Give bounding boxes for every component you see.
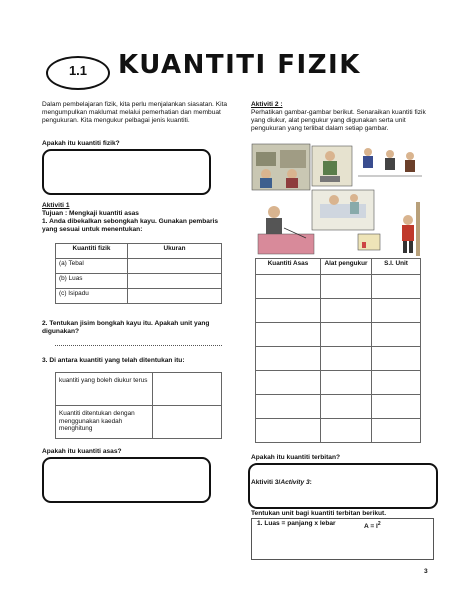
table-cell-input[interactable] [128, 289, 222, 304]
table-cell-input[interactable] [128, 274, 222, 289]
activity3-label: Aktiviti 3/Activity 3: [251, 479, 312, 486]
question-derived-quantity: Apakah itu kuantiti terbitan? [251, 454, 341, 461]
activity1-table [55, 243, 222, 304]
table-header-measurement: Ukuran [128, 244, 222, 259]
table-row-direct: kuantiti yang boleh diukur terus [56, 373, 153, 406]
activity2-table [255, 258, 421, 443]
table-cell-input[interactable] [321, 419, 372, 443]
table-cell-input[interactable] [321, 395, 372, 419]
table-header-instrument: Alat pengukur [321, 259, 372, 275]
table-row-calculated: Kuantiti ditentukan dengan menggunakan kaedah menghitung [56, 406, 153, 439]
table-cell-input[interactable] [256, 275, 321, 299]
activity1-step3: 3. Di antara kuantiti yang telah ditentukan itu: [42, 357, 185, 364]
activity2-title: Aktiviti 2 : [251, 101, 283, 108]
units-item-area: 1. Luas = panjang x lebar [257, 520, 336, 527]
table-cell-input[interactable] [372, 299, 421, 323]
table-header-quantity: Kuantiti fizik [56, 244, 128, 259]
table-header-si-unit: S.I. Unit [372, 259, 421, 275]
table-cell-input[interactable] [372, 347, 421, 371]
question-base-quantity: Apakah itu kuantiti asas? [42, 448, 122, 455]
table-cell-input[interactable] [256, 395, 321, 419]
table-cell-input[interactable] [372, 275, 421, 299]
table-cell-input[interactable] [256, 323, 321, 347]
table-cell-input[interactable] [321, 371, 372, 395]
chapter-number: 1.1 [68, 63, 88, 78]
table-cell-input[interactable] [321, 299, 372, 323]
answer-box-physical-quantity[interactable] [42, 149, 211, 195]
activity1-step1: 1. Anda dibekalkan sebongkah kayu. Gunakan pembaris yang sesuai untuk menentukan: [42, 218, 219, 233]
intro-paragraph: Dalam pembelajaran fizik, kita perlu menjalankan siasatan. Kita mengumpulkan maklumat melalui pemerhatian dan membuat pengukuran. Kita mengukur pelbagai jenis kuantiti. [42, 101, 228, 124]
formula-area: $A = l^2$ [364, 521, 381, 531]
activity1-step2: 2. Tentukan jisim bongkah kayu itu. Apakah unit yang digunakan? [42, 320, 210, 335]
table-cell-input[interactable] [256, 347, 321, 371]
table-cell-input[interactable] [128, 259, 222, 274]
table-row-thickness: (a) Tebal [56, 259, 128, 274]
answer-box-base-quantity[interactable] [42, 457, 211, 503]
page-title: KUANTITI FIZIK [118, 50, 361, 80]
table-cell-input[interactable] [256, 419, 321, 443]
table-cell-input[interactable] [153, 373, 222, 406]
table-cell-input[interactable] [372, 323, 421, 347]
page-number: 3 [424, 568, 428, 575]
measurement-illustration [250, 142, 426, 260]
table-cell-input[interactable] [372, 371, 421, 395]
table-header-base-quantity: Kuantiti Asas [256, 259, 321, 275]
table-cell-input[interactable] [321, 323, 372, 347]
table-cell-input[interactable] [321, 347, 372, 371]
answer-line[interactable] [55, 345, 222, 346]
activity1-title: Aktiviti 1 [42, 202, 70, 209]
activity1-aim: Tujuan : Mengkaji kuantiti asas [42, 210, 139, 217]
table-row-area: (b) Luas [56, 274, 128, 289]
question-physical-quantity: Apakah itu kuantiti fizik? [42, 140, 120, 147]
table-cell-input[interactable] [256, 371, 321, 395]
table-cell-input[interactable] [372, 419, 421, 443]
table-cell-input[interactable] [256, 299, 321, 323]
activity2-text: Perhatikan gambar-gambar berikut. Senaraikan kuantiti fizik yang diukur, alat pengukur yang digunakan serta unit pengukuran yang terlibat dalam setiap gambar. [251, 109, 426, 132]
table-row-volume: (c) Isipadu [56, 289, 128, 304]
activity1-table2 [55, 372, 222, 439]
table-cell-input[interactable] [321, 275, 372, 299]
table-cell-input[interactable] [372, 395, 421, 419]
units-instruction: Tentukan unit bagi kuantiti terbitan berikut. [251, 510, 387, 517]
table-cell-input[interactable] [153, 406, 222, 439]
